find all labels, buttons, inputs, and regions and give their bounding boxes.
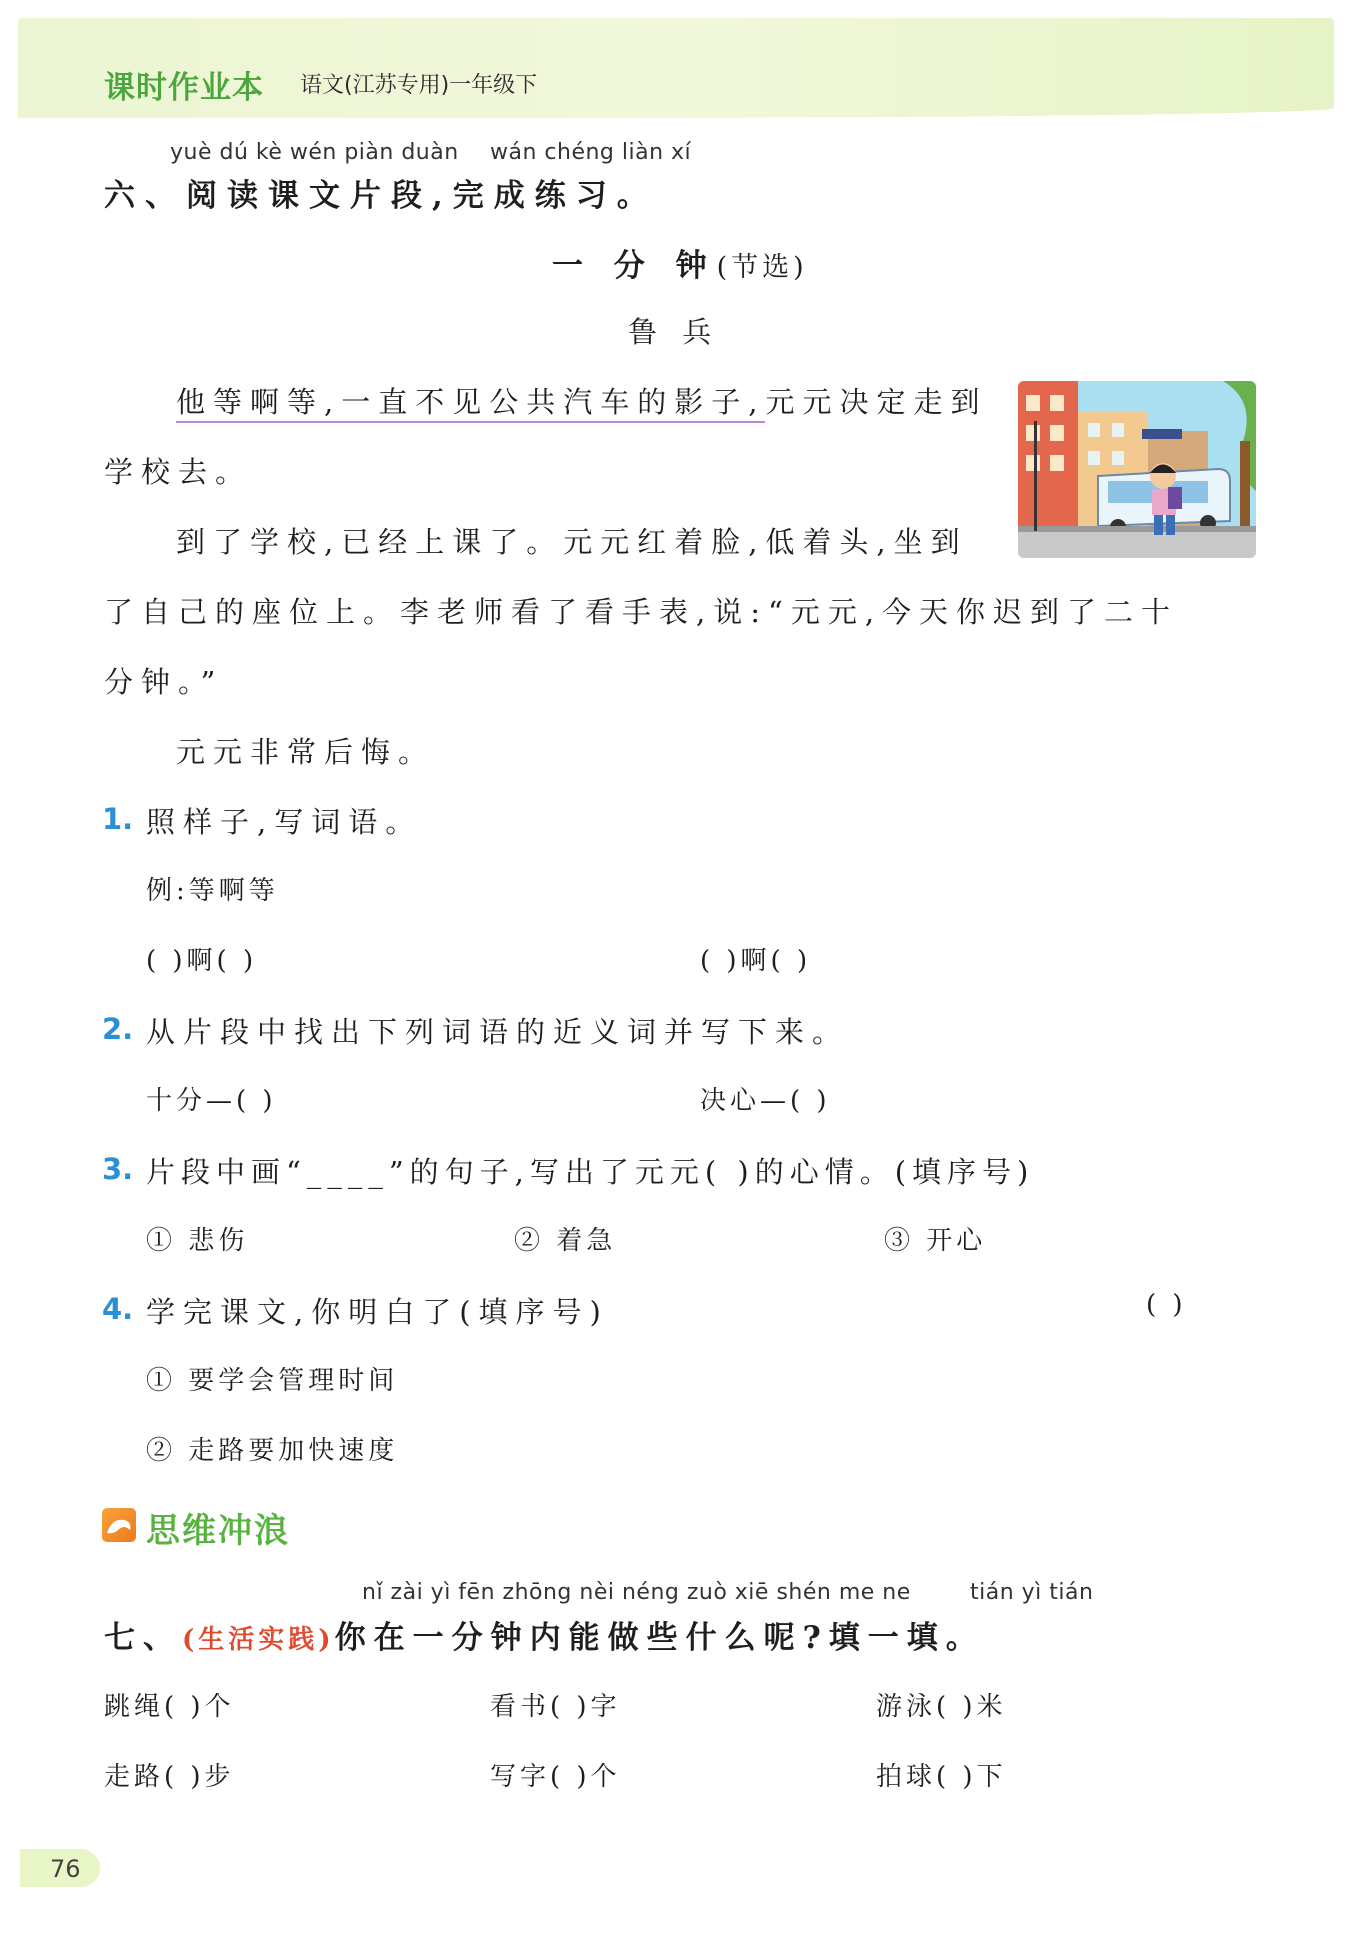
q3-text: 片段中画“____”的句子,写出了元元( )的心情。(填序号) — [146, 1155, 1035, 1189]
passage-line-6: 元元非常后悔。 — [176, 735, 436, 769]
passage-line-5: 分钟。” — [104, 665, 224, 699]
passage-line-4: 了自己的座位上。李老师看了看手表,说:“元元,今天你迟到了二十 — [104, 595, 1179, 629]
q1-blank-b[interactable]: ( )啊( ) — [700, 946, 812, 976]
section7-pinyin-1: nǐ zài yì fēn zhōng nèi néng zuò xiē shén me ne — [362, 1580, 911, 1605]
q2-blank-b[interactable]: 决心—( ) — [700, 1086, 831, 1116]
passage-line-1-rest: 元元决定走到 — [765, 385, 988, 419]
section6-pinyin-2: wán chéng liàn xí — [490, 140, 692, 165]
section6-pinyin-1: yuè dú kè wén piàn duàn — [170, 140, 459, 165]
underlined-sentence: 他等啊等,一直不见公共汽车的影子, — [176, 385, 765, 423]
passage-line-3: 到了学校,已经上课了。元元红着脸,低着头,坐到 — [176, 525, 968, 559]
activity-swim[interactable]: 游泳( )米 — [876, 1692, 1007, 1722]
page-number: 76 — [50, 1855, 81, 1883]
q4-answer-blank[interactable]: ( ) — [1146, 1290, 1187, 1320]
book-title: 课时作业本 — [104, 70, 264, 106]
life-practice-tag: (生活实践) — [182, 1625, 335, 1655]
q1-number: 1. — [102, 802, 134, 836]
q3-option-3[interactable]: ③ 开心 — [884, 1226, 987, 1256]
q2-number: 2. — [102, 1012, 134, 1046]
q2-text: 从片段中找出下列词语的近义词并写下来。 — [146, 1015, 850, 1049]
q4-option-1[interactable]: ① 要学会管理时间 — [146, 1366, 399, 1396]
q3-option-2[interactable]: ② 着急 — [514, 1226, 617, 1256]
section7-prefix: 七、 — [104, 1620, 182, 1656]
wave-icon — [102, 1508, 136, 1542]
q4-text: 学完课文,你明白了(填序号) — [146, 1295, 609, 1329]
activity-write[interactable]: 写字( )个 — [490, 1762, 621, 1792]
q3-option-1[interactable]: ① 悲伤 — [146, 1226, 249, 1256]
q2-blank-a[interactable]: 十分—( ) — [146, 1086, 277, 1116]
book-subtitle: 语文(江苏专用)一年级下 — [300, 73, 538, 98]
q1-blank-a[interactable]: ( )啊( ) — [146, 946, 258, 976]
bus-stop-illustration — [1018, 381, 1256, 558]
passage-title-text: 一 分 钟 — [552, 248, 717, 284]
section7-title-text: 你在一分钟内能做些什么呢?填一填。 — [334, 1620, 985, 1656]
q1-text: 照样子,写词语。 — [146, 805, 423, 839]
passage-line-1 — [176, 380, 987, 421]
q4-option-2[interactable]: ② 走路要加快速度 — [146, 1436, 399, 1466]
passage-author: 鲁 兵 — [628, 315, 720, 349]
activity-walk[interactable]: 走路( )步 — [104, 1762, 235, 1792]
passage-title — [552, 240, 808, 285]
q1-example: 例:等啊等 — [146, 876, 279, 906]
thinking-section-label: 思维冲浪 — [146, 1511, 290, 1551]
q4-number: 4. — [102, 1292, 134, 1326]
activity-read-book[interactable]: 看书( )字 — [490, 1692, 621, 1722]
activity-jump-rope[interactable]: 跳绳( )个 — [104, 1692, 235, 1722]
section6-title: 六、阅读课文片段,完成练习。 — [104, 178, 658, 214]
section7-pinyin-2: tián yì tián — [970, 1580, 1094, 1605]
passage-title-note: (节选) — [716, 252, 808, 283]
passage-line-2: 学校去。 — [104, 455, 253, 489]
q3-number: 3. — [102, 1152, 134, 1186]
activity-bounce-ball[interactable]: 拍球( )下 — [876, 1762, 1007, 1792]
section7-title — [104, 1612, 985, 1657]
